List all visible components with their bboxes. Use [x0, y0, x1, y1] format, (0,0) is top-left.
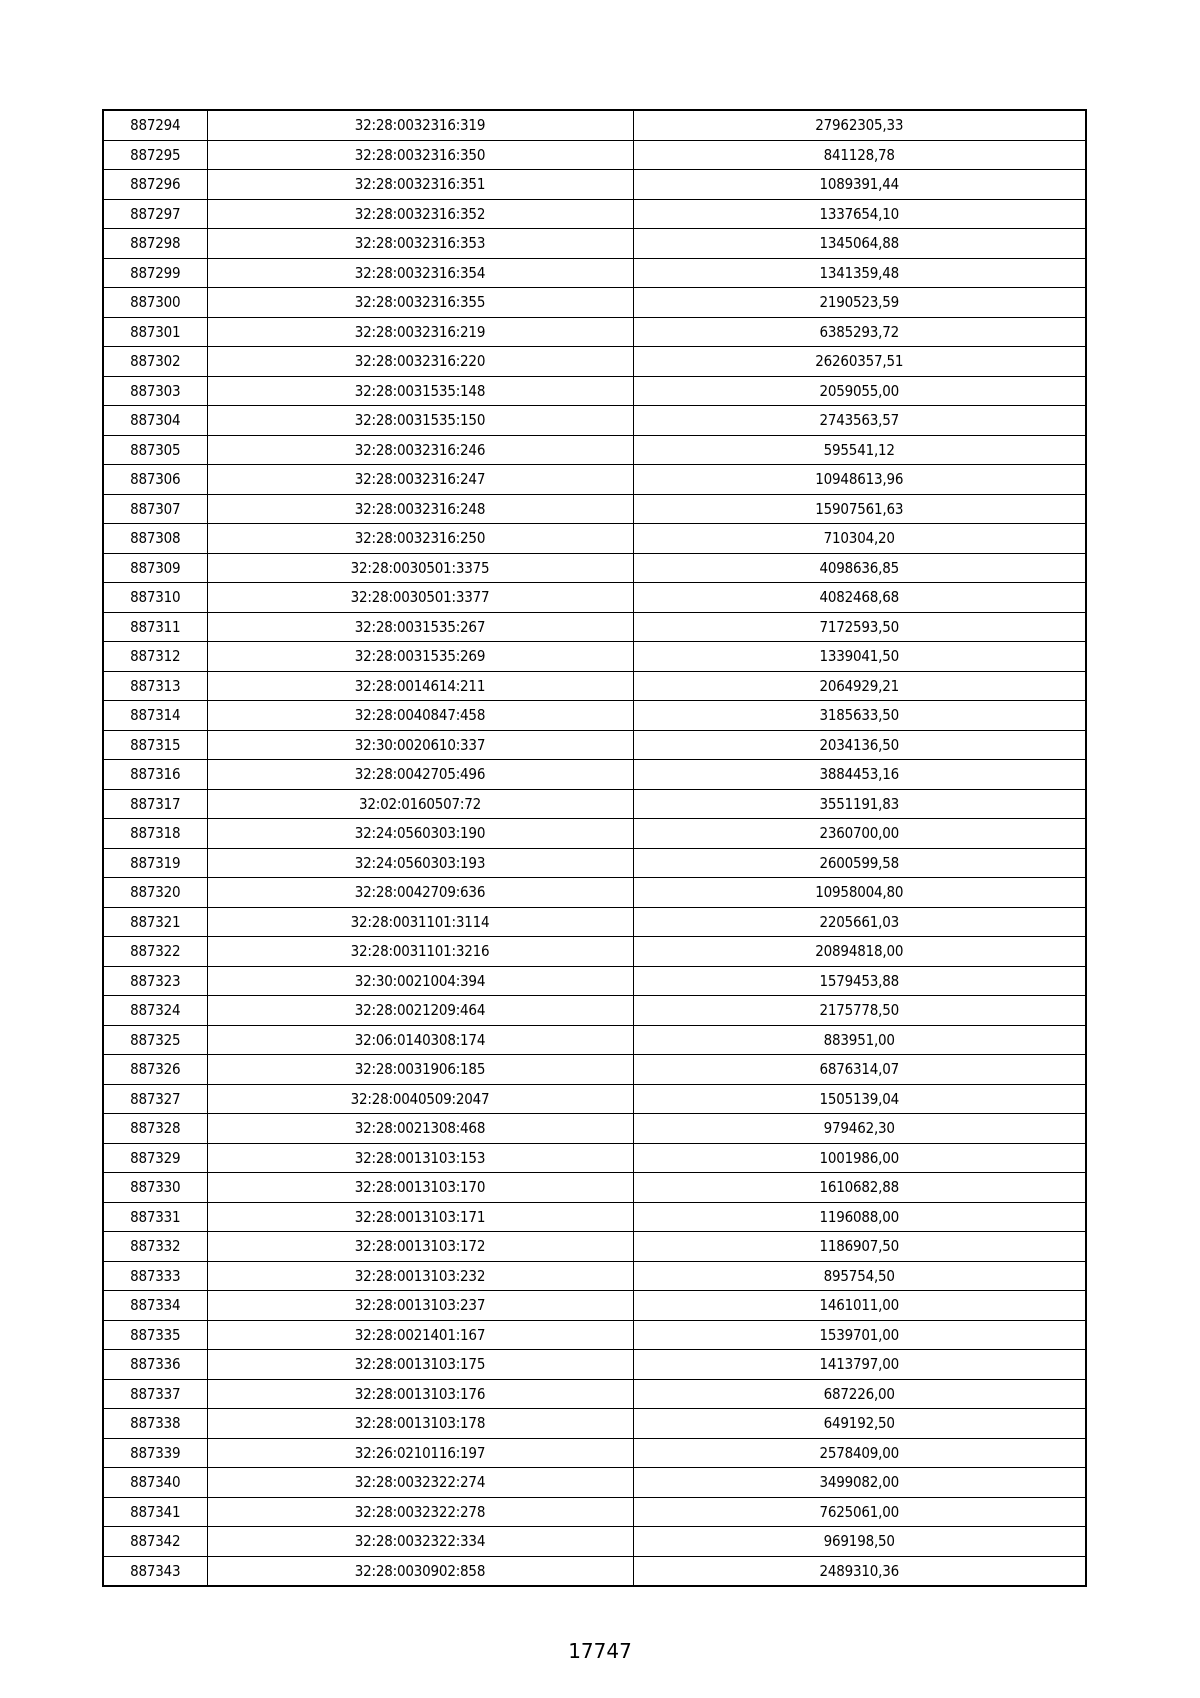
value-cell: 2059055,00: [633, 376, 1086, 406]
row-number-cell: 887316: [103, 760, 207, 790]
cadastral-number-cell: 32:28:0032316:246: [207, 435, 633, 465]
value-cell: 4098636,85: [633, 553, 1086, 583]
row-number-cell: 887341: [103, 1497, 207, 1527]
table-row: [103, 1350, 1086, 1380]
cadastral-number-cell: 32:28:0013103:172: [207, 1232, 633, 1262]
table-row: [103, 140, 1086, 170]
row-number-cell: 887310: [103, 583, 207, 613]
data-table-container: [102, 109, 1085, 1587]
row-number-cell: 887294: [103, 110, 207, 140]
row-number-cell: 887334: [103, 1291, 207, 1321]
row-number-cell: 887319: [103, 848, 207, 878]
row-number-cell: 887340: [103, 1468, 207, 1498]
row-number-cell: 887305: [103, 435, 207, 465]
cadastral-number-cell: 32:28:0032322:334: [207, 1527, 633, 1557]
value-cell: 26260357,51: [633, 347, 1086, 377]
value-cell: 1579453,88: [633, 966, 1086, 996]
cadastral-number-cell: 32:28:0042705:496: [207, 760, 633, 790]
row-number-cell: 887332: [103, 1232, 207, 1262]
value-cell: 1001986,00: [633, 1143, 1086, 1173]
row-number-cell: 887309: [103, 553, 207, 583]
cadastral-number-cell: 32:24:0560303:193: [207, 848, 633, 878]
row-number-cell: 887339: [103, 1438, 207, 1468]
value-cell: 27962305,33: [633, 110, 1086, 140]
row-number-cell: 887329: [103, 1143, 207, 1173]
value-cell: 7625061,00: [633, 1497, 1086, 1527]
table-row: [103, 996, 1086, 1026]
value-cell: 2578409,00: [633, 1438, 1086, 1468]
cadastral-number-cell: 32:28:0030501:3375: [207, 553, 633, 583]
cadastral-number-cell: 32:02:0160507:72: [207, 789, 633, 819]
table-row: [103, 1084, 1086, 1114]
row-number-cell: 887303: [103, 376, 207, 406]
table-row: [103, 553, 1086, 583]
page-number: 17747: [568, 1639, 632, 1663]
value-cell: 1610682,88: [633, 1173, 1086, 1203]
cadastral-number-cell: 32:28:0032316:319: [207, 110, 633, 140]
row-number-cell: 887323: [103, 966, 207, 996]
value-cell: 2205661,03: [633, 907, 1086, 937]
table-row: [103, 1409, 1086, 1439]
row-number-cell: 887343: [103, 1556, 207, 1586]
table-row: [103, 848, 1086, 878]
value-cell: 15907561,63: [633, 494, 1086, 524]
row-number-cell: 887312: [103, 642, 207, 672]
row-number-cell: 887308: [103, 524, 207, 554]
cadastral-number-cell: 32:28:0013103:237: [207, 1291, 633, 1321]
value-cell: 1341359,48: [633, 258, 1086, 288]
value-cell: 10958004,80: [633, 878, 1086, 908]
cadastral-number-cell: 32:28:0032316:352: [207, 199, 633, 229]
cadastral-number-cell: 32:28:0031535:148: [207, 376, 633, 406]
value-cell: 1413797,00: [633, 1350, 1086, 1380]
cadastral-number-cell: 32:28:0013103:178: [207, 1409, 633, 1439]
table-row: [103, 1291, 1086, 1321]
row-number-cell: 887318: [103, 819, 207, 849]
table-row: [103, 199, 1086, 229]
value-cell: 841128,78: [633, 140, 1086, 170]
table-row: [103, 907, 1086, 937]
row-number-cell: 887338: [103, 1409, 207, 1439]
row-number-cell: 887297: [103, 199, 207, 229]
table-row: [103, 642, 1086, 672]
table-row: [103, 1143, 1086, 1173]
table-row: [103, 701, 1086, 731]
row-number-cell: 887336: [103, 1350, 207, 1380]
value-cell: 1196088,00: [633, 1202, 1086, 1232]
cadastral-number-cell: 32:06:0140308:174: [207, 1025, 633, 1055]
cadastral-number-cell: 32:30:0020610:337: [207, 730, 633, 760]
row-number-cell: 887302: [103, 347, 207, 377]
cadastral-number-cell: 32:28:0042709:636: [207, 878, 633, 908]
value-cell: 7172593,50: [633, 612, 1086, 642]
table-row: [103, 612, 1086, 642]
cadastral-number-cell: 32:28:0032316:354: [207, 258, 633, 288]
value-cell: 2034136,50: [633, 730, 1086, 760]
table-body: [103, 110, 1086, 1586]
cadastral-number-cell: 32:28:0013103:232: [207, 1261, 633, 1291]
table-row: [103, 406, 1086, 436]
row-number-cell: 887328: [103, 1114, 207, 1144]
cadastral-number-cell: 32:28:0031101:3114: [207, 907, 633, 937]
table-row: [103, 966, 1086, 996]
table-row: [103, 671, 1086, 701]
row-number-cell: 887326: [103, 1055, 207, 1085]
table-row: [103, 789, 1086, 819]
cadastral-number-cell: 32:28:0021209:464: [207, 996, 633, 1026]
table-row: [103, 110, 1086, 140]
row-number-cell: 887330: [103, 1173, 207, 1203]
value-cell: 3185633,50: [633, 701, 1086, 731]
cadastral-number-cell: 32:28:0032316:247: [207, 465, 633, 495]
table-row: [103, 317, 1086, 347]
cadastral-number-cell: 32:28:0032316:220: [207, 347, 633, 377]
value-cell: 10948613,96: [633, 465, 1086, 495]
value-cell: 3499082,00: [633, 1468, 1086, 1498]
cadastral-number-cell: 32:24:0560303:190: [207, 819, 633, 849]
value-cell: 2190523,59: [633, 288, 1086, 318]
row-number-cell: 887320: [103, 878, 207, 908]
value-cell: 3884453,16: [633, 760, 1086, 790]
row-number-cell: 887306: [103, 465, 207, 495]
value-cell: 1089391,44: [633, 170, 1086, 200]
table-row: [103, 760, 1086, 790]
value-cell: 6385293,72: [633, 317, 1086, 347]
cadastral-number-cell: 32:28:0021308:468: [207, 1114, 633, 1144]
value-cell: 1539701,00: [633, 1320, 1086, 1350]
cadastral-number-cell: 32:28:0031906:185: [207, 1055, 633, 1085]
row-number-cell: 887317: [103, 789, 207, 819]
row-number-cell: 887322: [103, 937, 207, 967]
row-number-cell: 887321: [103, 907, 207, 937]
table-row: [103, 465, 1086, 495]
cadastral-number-cell: 32:28:0031535:269: [207, 642, 633, 672]
cadastral-number-cell: 32:28:0032322:274: [207, 1468, 633, 1498]
row-number-cell: 887313: [103, 671, 207, 701]
row-number-cell: 887324: [103, 996, 207, 1026]
table-row: [103, 347, 1086, 377]
table-row: [103, 1232, 1086, 1262]
table-row: [103, 730, 1086, 760]
table-row: [103, 1438, 1086, 1468]
row-number-cell: 887314: [103, 701, 207, 731]
table-row: [103, 1202, 1086, 1232]
row-number-cell: 887315: [103, 730, 207, 760]
cadastral-number-cell: 32:26:0210116:197: [207, 1438, 633, 1468]
value-cell: 595541,12: [633, 435, 1086, 465]
value-cell: 649192,50: [633, 1409, 1086, 1439]
table-row: [103, 1173, 1086, 1203]
table-row: [103, 494, 1086, 524]
cadastral-number-cell: 32:28:0021401:167: [207, 1320, 633, 1350]
value-cell: 2360700,00: [633, 819, 1086, 849]
row-number-cell: 887298: [103, 229, 207, 259]
row-number-cell: 887335: [103, 1320, 207, 1350]
table-row: [103, 524, 1086, 554]
cadastral-number-cell: 32:28:0013103:170: [207, 1173, 633, 1203]
value-cell: 710304,20: [633, 524, 1086, 554]
value-cell: 979462,30: [633, 1114, 1086, 1144]
cadastral-number-cell: 32:28:0013103:171: [207, 1202, 633, 1232]
table-row: [103, 1497, 1086, 1527]
row-number-cell: 887331: [103, 1202, 207, 1232]
value-cell: 1505139,04: [633, 1084, 1086, 1114]
row-number-cell: 887333: [103, 1261, 207, 1291]
value-cell: 2489310,36: [633, 1556, 1086, 1586]
table-row: [103, 376, 1086, 406]
cadastral-number-cell: 32:28:0032316:350: [207, 140, 633, 170]
table-row: [103, 1055, 1086, 1085]
cadastral-number-cell: 32:28:0032316:250: [207, 524, 633, 554]
value-cell: 2743563,57: [633, 406, 1086, 436]
row-number-cell: 887300: [103, 288, 207, 318]
cadastral-number-cell: 32:28:0040509:2047: [207, 1084, 633, 1114]
row-number-cell: 887342: [103, 1527, 207, 1557]
table-row: [103, 170, 1086, 200]
value-cell: 3551191,83: [633, 789, 1086, 819]
table-row: [103, 1320, 1086, 1350]
cadastral-number-cell: 32:28:0032316:355: [207, 288, 633, 318]
cadastral-number-cell: 32:28:0014614:211: [207, 671, 633, 701]
cadastral-number-cell: 32:28:0032316:219: [207, 317, 633, 347]
cadastral-value-table: [102, 109, 1087, 1587]
table-row: [103, 1025, 1086, 1055]
table-row: [103, 288, 1086, 318]
cadastral-number-cell: 32:28:0031535:267: [207, 612, 633, 642]
cadastral-number-cell: 32:28:0031101:3216: [207, 937, 633, 967]
row-number-cell: 887325: [103, 1025, 207, 1055]
cadastral-number-cell: 32:28:0032316:353: [207, 229, 633, 259]
table-row: [103, 229, 1086, 259]
table-row: [103, 1114, 1086, 1144]
cadastral-number-cell: 32:28:0031535:150: [207, 406, 633, 436]
value-cell: 2600599,58: [633, 848, 1086, 878]
cadastral-number-cell: 32:28:0013103:175: [207, 1350, 633, 1380]
cadastral-number-cell: 32:30:0021004:394: [207, 966, 633, 996]
row-number-cell: 887299: [103, 258, 207, 288]
cadastral-number-cell: 32:28:0030902:858: [207, 1556, 633, 1586]
row-number-cell: 887311: [103, 612, 207, 642]
table-row: [103, 1379, 1086, 1409]
table-row: [103, 1527, 1086, 1557]
value-cell: 687226,00: [633, 1379, 1086, 1409]
value-cell: 6876314,07: [633, 1055, 1086, 1085]
value-cell: 1461011,00: [633, 1291, 1086, 1321]
value-cell: 969198,50: [633, 1527, 1086, 1557]
row-number-cell: 887301: [103, 317, 207, 347]
table-row: [103, 583, 1086, 613]
row-number-cell: 887337: [103, 1379, 207, 1409]
table-row: [103, 937, 1086, 967]
row-number-cell: 887295: [103, 140, 207, 170]
cadastral-number-cell: 32:28:0030501:3377: [207, 583, 633, 613]
cadastral-number-cell: 32:28:0032322:278: [207, 1497, 633, 1527]
row-number-cell: 887327: [103, 1084, 207, 1114]
table-row: [103, 819, 1086, 849]
value-cell: 1339041,50: [633, 642, 1086, 672]
row-number-cell: 887307: [103, 494, 207, 524]
value-cell: 2175778,50: [633, 996, 1086, 1026]
cadastral-number-cell: 32:28:0032316:248: [207, 494, 633, 524]
value-cell: 1186907,50: [633, 1232, 1086, 1262]
value-cell: 883951,00: [633, 1025, 1086, 1055]
table-row: [103, 1556, 1086, 1586]
row-number-cell: 887304: [103, 406, 207, 436]
cadastral-number-cell: 32:28:0040847:458: [207, 701, 633, 731]
row-number-cell: 887296: [103, 170, 207, 200]
cadastral-number-cell: 32:28:0032316:351: [207, 170, 633, 200]
cadastral-number-cell: 32:28:0013103:176: [207, 1379, 633, 1409]
table-row: [103, 878, 1086, 908]
value-cell: 20894818,00: [633, 937, 1086, 967]
value-cell: 1337654,10: [633, 199, 1086, 229]
table-row: [103, 435, 1086, 465]
value-cell: 2064929,21: [633, 671, 1086, 701]
table-row: [103, 258, 1086, 288]
table-row: [103, 1468, 1086, 1498]
value-cell: 895754,50: [633, 1261, 1086, 1291]
value-cell: 4082468,68: [633, 583, 1086, 613]
cadastral-number-cell: 32:28:0013103:153: [207, 1143, 633, 1173]
value-cell: 1345064,88: [633, 229, 1086, 259]
table-row: [103, 1261, 1086, 1291]
